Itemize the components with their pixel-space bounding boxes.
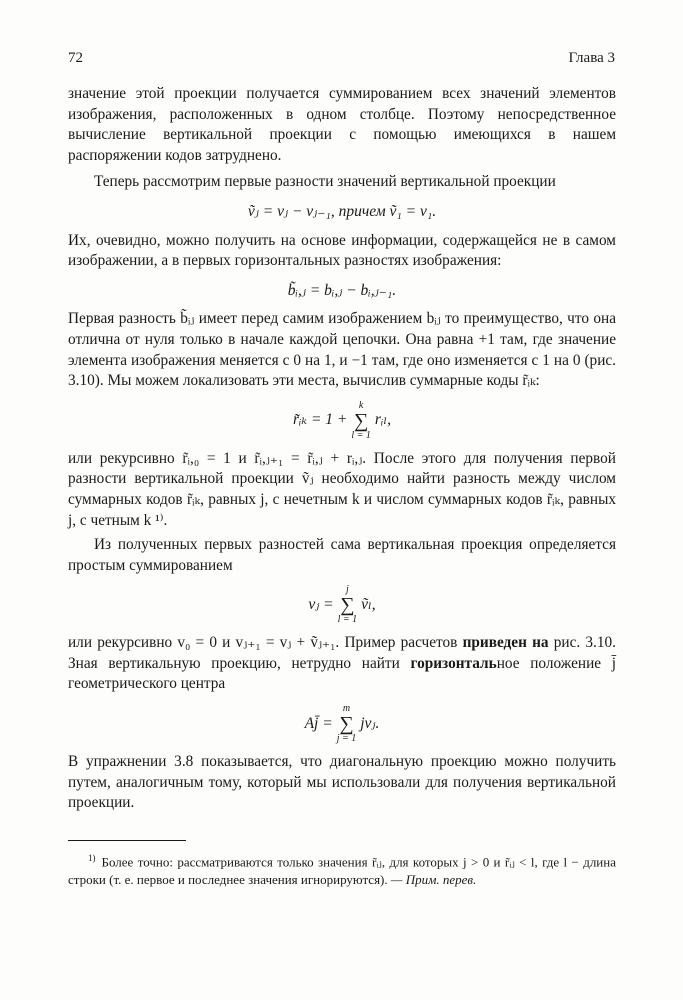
paragraph-2: Теперь рассмотрим первые разности значений вертикальной проекции bbox=[94, 173, 556, 191]
footnote-marker: 1) bbox=[88, 852, 96, 863]
paragraph-5: или рекурсивно r̃ᵢ,₀ = 1 и r̃ᵢ,ⱼ₊₁ = r̃ᵢ,ⱼ + rᵢ,ⱼ. После этого для получения первой разности вертикальной проекции ṽⱼ необходимо найти разность между числом суммарных кодов r̃ᵢₖ, равных j, с нечетным k и числом суммарных кодов r̃ᵢₖ, равных j, с четным k ¹⁾. bbox=[68, 449, 616, 529]
paragraph-7-part-a: или рекурсивно v₀ = 0 и vⱼ₊₁ = vⱼ + ṽⱼ₊₁. Пример расчетов bbox=[68, 634, 463, 652]
footnote-credit: — Прим. перев. bbox=[390, 872, 477, 888]
page-number: 72 bbox=[68, 50, 83, 66]
paragraph-7-part-e: ное положение j̄ геометрического центра bbox=[68, 654, 617, 693]
footnote bbox=[68, 849, 616, 889]
paragraph-6: Из полученных первых разностей сама вертикальная проекция определяется простым суммированием bbox=[68, 536, 616, 574]
paragraph-7-bold-b: горизонталь bbox=[410, 654, 497, 672]
paragraph-3: Их, очевидно, можно получить на основе информации, содержащейся не в самом изображении, а в первых горизонтальных разностях изображения: bbox=[68, 231, 616, 270]
formula-3-rhs: rᵢₗ, bbox=[374, 411, 392, 429]
chapter-label: Глава 3 bbox=[568, 50, 615, 66]
footnote-divider bbox=[68, 840, 186, 841]
paragraph-7 bbox=[68, 633, 616, 695]
paragraph-8: В упражнении 3.8 показывается, что диагональную проекцию можно получить путем, аналогичным тому, который мы использовали для получения вертикальной проекции. bbox=[68, 753, 616, 812]
formula-3 bbox=[68, 401, 616, 441]
sum-upper-limit: k bbox=[358, 399, 364, 411]
sum-upper-limit: j bbox=[346, 584, 349, 596]
page-header bbox=[68, 50, 615, 67]
footnote-text: Более точно: рассматриваются только значения r̃ᵢⱼ, для которых j > 0 и r̃ᵢⱼ < l, где l − длина строки (т. е. первое и последнее значения игнорируются). bbox=[68, 854, 616, 888]
paragraph-4: Первая разность b̃ᵢⱼ имеет перед самим изображением bᵢⱼ то преимущество, что она отлична от нуля только в начале каждой цепочки. Она равна +1 там, где значение элемента изображения меняется с 0 на 1, и −1 там, где оно изменяется с 1 на 0 (рис. 3.10). Мы можем локализовать эти места, вычислив суммарные коды r̃ᵢₖ: bbox=[68, 310, 616, 390]
paragraph-7-bold-a: приведен на bbox=[462, 634, 549, 652]
formula-4 bbox=[68, 585, 616, 625]
summation-symbol: j ∑ l = 1 bbox=[337, 584, 358, 626]
summation-symbol: m ∑ j = 1 bbox=[336, 703, 357, 745]
sum-lower-limit: l = 1 bbox=[337, 614, 358, 626]
sum-lower-limit: j = 1 bbox=[336, 733, 357, 745]
paragraph-1: значение этой проекции получается суммированием всех значений элементов изображения, расположенных в одном столбце. Поэтому непосредственное вычисление вертикальной проекции с помощью имеющихся в нашем распоряжении кодов затруднено. bbox=[68, 85, 616, 164]
formula-1: ṽⱼ = vⱼ − vⱼ₋₁, причем ṽ₁ = v₁. bbox=[247, 202, 437, 220]
formula-2: b̃ᵢ,ⱼ = bᵢ,ⱼ − bᵢ,ⱼ₋₁. bbox=[287, 281, 397, 299]
paragraph-7-part-c: рис. 3.10. Зная вертикальную проекцию, нетрудно найти bbox=[68, 634, 616, 672]
sum-lower-limit: l = 1 bbox=[351, 429, 371, 441]
formula-4-lhs: vⱼ = bbox=[308, 595, 334, 613]
sum-upper-limit: m bbox=[342, 703, 351, 715]
page-body bbox=[68, 84, 616, 889]
formula-5-rhs: jvⱼ. bbox=[360, 714, 380, 732]
summation-symbol: k ∑ l = 1 bbox=[351, 399, 371, 441]
formula-4-rhs: ṽₗ, bbox=[361, 595, 376, 613]
formula-5-lhs: Aj̄ = bbox=[304, 714, 333, 732]
formula-3-lhs: r̃ᵢₖ = 1 + bbox=[292, 411, 348, 429]
formula-5 bbox=[68, 704, 616, 744]
